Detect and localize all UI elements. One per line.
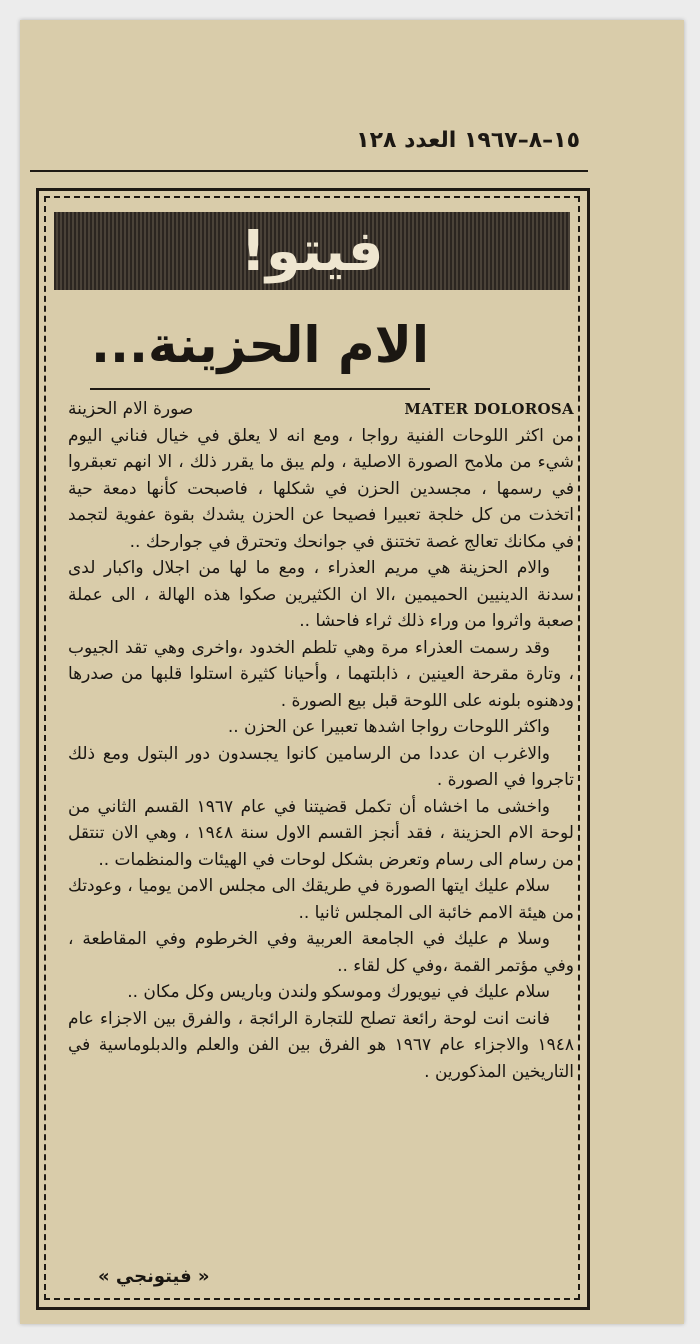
article-first-line	[68, 396, 574, 423]
top-rule	[30, 170, 588, 172]
author-signature: « فيتونجي »	[98, 1266, 210, 1287]
paragraph: من اكثر اللوحات الفنية رواجا ، ومع انه لا يعلق في خيال فناني اليوم شيء من ملامح الصورة الاصلية ، ولم يبق ما يقرر ذلك ، الا انهم تعبقروا في رسمها ، مجسدين الحزن في شكلها ، فاصبحت كأنها دمعة حية اتخذت من كل خلجة تعبيرا فصيحا عن الحزن يشدك بقوة عفوية لتجمد في مكانك تعالج غصة تختنق في جوانحك وتحترق في جوارحك ..	[68, 425, 574, 552]
article-body	[68, 396, 574, 1085]
latin-title: MATER DOLOROSA	[404, 400, 574, 418]
column-banner: فيتو!	[54, 212, 570, 290]
first-line-arabic: صورة الام الحزينة	[68, 399, 194, 419]
paragraph: سلام عليك ايتها الصورة في طريقك الى مجلس الامن يوميا ، وعودتك من هيئة الامم خائبة الى المجلس ثانيا ..	[68, 876, 574, 923]
paragraph: واخشى ما اخشاه أن تكمل قضيتنا في عام ١٩٦٧ القسم الثاني من لوحة الام الحزينة ، فقد أنجز القسم الاول سنة ١٩٤٨ ، وهي الان تنتقل من رسام الى رسام وتعرض بشكل لوحات في الهيئات والمنظمات ..	[68, 796, 574, 870]
paragraph: وسلا م عليك في الجامعة العربية وفي الخرطوم وفي المقاطعة ، وفي مؤتمر القمة ،وفي كل لقاء ..	[68, 929, 574, 976]
paragraph: والاغرب ان عددا من الرسامين كانوا يجسدون دور البتول ومع ذلك تاجروا في الصورة .	[68, 743, 574, 790]
paragraph: فانت انت لوحة رائعة تصلح للتجارة الرائجة ، والفرق بين الاجزاء عام ١٩٤٨ والاجزاء عام ١٩٦٧ هو الفرق بين الفن والعلم والدبلوماسية في التاريخين المذكورين .	[68, 1008, 574, 1082]
headline-rule	[90, 388, 430, 390]
paragraph: سلام عليك في نيويورك وموسكو ولندن وباريس وكل مكان ..	[127, 982, 550, 1002]
paragraph: واكثر اللوحات رواجا اشدها تعبيرا عن الحزن ..	[227, 717, 550, 737]
headline: الام الحزينة...	[91, 316, 429, 374]
date-issue-line: ١٥–٨–١٩٦٧ العدد ١٢٨	[356, 128, 580, 153]
paragraph: والام الحزينة هي مريم العذراء ، ومع ما لها من اجلال واكبار لدى سدنة الدينيين الحميمين ،الا ان الكثيرين صكوا هذه الهالة ، الى عملة صعبة واثروا من وراء ذلك ثراء فاحشا ..	[68, 558, 574, 631]
paragraph: وقد رسمت العذراء مرة وهي تلطم الخدود ،واخرى وهي تقد الجيوب ، وتارة مقرحة العينين ، ذابلتهما ، وأحيانا كثيرة استلوا قلبها من صدرها ودهنوه بلونه على اللوحة قبل بيع الصورة .	[68, 637, 574, 711]
